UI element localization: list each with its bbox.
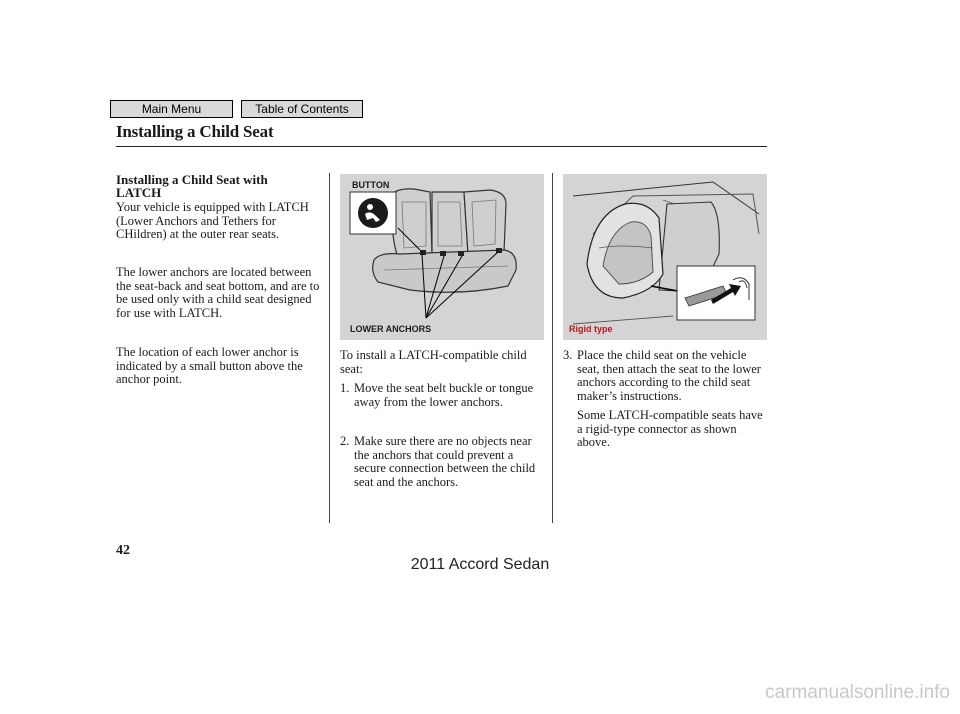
step-3-number: 3. — [563, 348, 573, 362]
rigid-type-label: Rigid type — [569, 324, 613, 334]
site-watermark: carmanualsonline.info — [765, 682, 950, 703]
step-2-number: 2. — [340, 434, 350, 448]
step-2-text: Make sure there are no objects near the anchors that could prevent a secure connection between the child seat and the anchors. — [354, 434, 536, 489]
step-1-text: Move the seat belt buckle or tongue away from the lower anchors. — [354, 381, 534, 409]
anchor-button-mark — [420, 250, 426, 255]
step-3-text: Place the child seat on the vehicle seat, then attach the seat to the lower anchors according to the child seat maker’s instructions. — [577, 348, 761, 403]
rigid-type-child-seat-figure — [563, 174, 767, 340]
child-seat-illustration — [563, 174, 767, 340]
paragraph-anchor-button: The location of each lower anchor is indicated by a small button above the anchor point. — [116, 345, 303, 386]
title-divider — [116, 146, 767, 147]
rigid-type-note: Some LATCH-compatible seats have a rigid-type connector as shown above. — [577, 408, 763, 449]
step-1 — [340, 382, 545, 409]
table-of-contents-button[interactable]: Table of Contents — [241, 100, 363, 118]
paragraph-latch-intro: Your vehicle is equipped with LATCH (Lower Anchors and Tethers for CHildren) at the outer rear seats. — [116, 200, 309, 241]
rear-seat-anchors-figure — [340, 174, 544, 340]
step-3 — [563, 349, 768, 403]
rear-seat-illustration — [340, 174, 544, 340]
page-title: Installing a Child Seat — [116, 122, 274, 141]
section-heading: Installing a Child Seat with LATCH — [116, 172, 268, 200]
button-label: BUTTON — [352, 180, 390, 190]
instructions-intro: To install a LATCH-compatible child seat: — [340, 348, 527, 376]
lower-anchors-label: LOWER ANCHORS — [350, 324, 432, 334]
main-menu-button[interactable]: Main Menu — [110, 100, 233, 118]
column-divider-2 — [552, 173, 553, 523]
paragraph-anchor-location: The lower anchors are located between the seat-back and seat bottom, and are to be used only with a child seat designed for use with LATCH. — [116, 265, 320, 320]
child-seat-symbol-icon — [358, 198, 388, 228]
column-divider-1 — [329, 173, 330, 523]
page-number: 42 — [116, 543, 130, 558]
step-1-number: 1. — [340, 381, 350, 395]
step-2 — [340, 435, 545, 489]
footer-model-name: 2011 Accord Sedan — [410, 556, 550, 573]
